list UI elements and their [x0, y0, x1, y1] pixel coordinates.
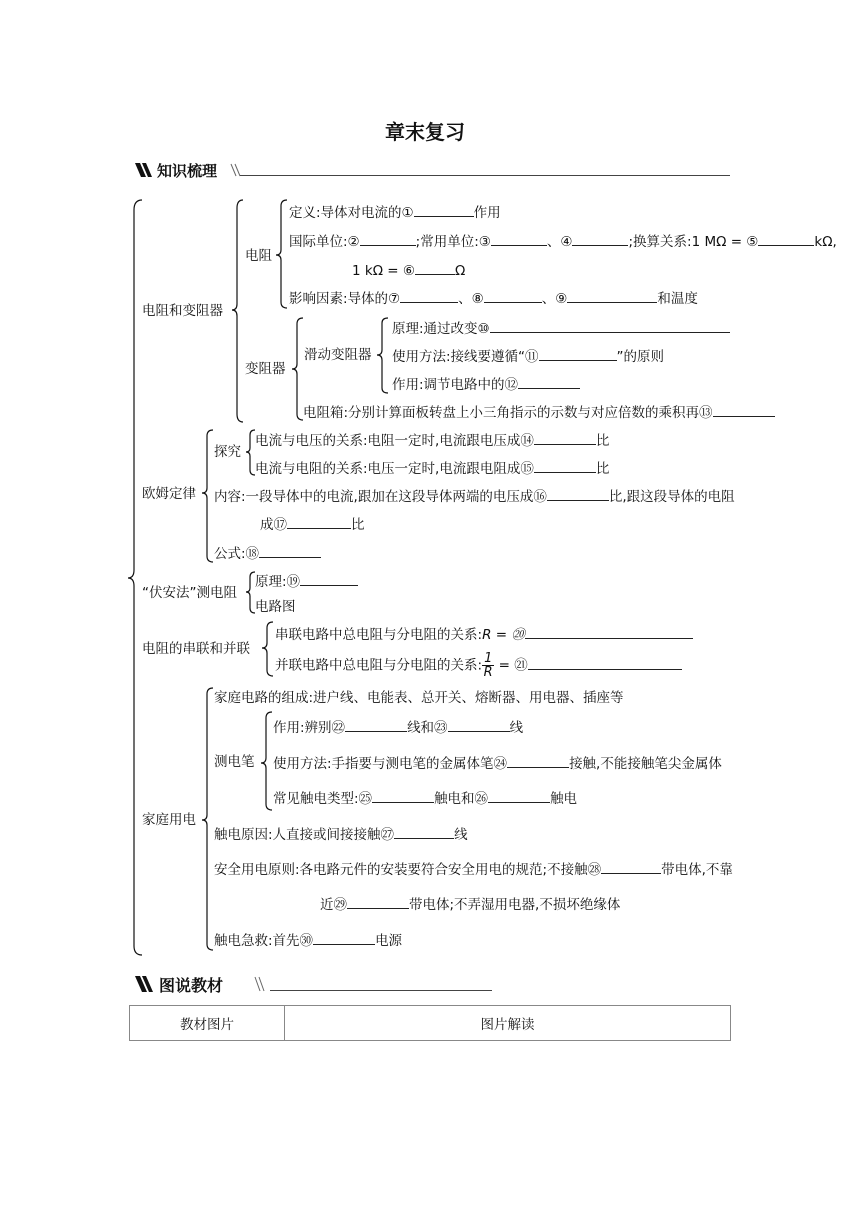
- blank-13[interactable]: [713, 402, 775, 417]
- blank-27[interactable]: [394, 824, 454, 839]
- item-shock-cause: 触电原因:人直接或间接接触㉗ 线: [214, 824, 468, 844]
- node-test-pen: 测电笔: [214, 754, 255, 770]
- blank-23[interactable]: [448, 717, 510, 732]
- item-ohm-content: 内容:一段导体中的电流,跟加在这段导体两端的电压成⑯ 比,跟这段导体的电阻: [214, 486, 735, 506]
- section-slash-icon: [229, 161, 243, 179]
- item-rescue: 触电急救:首先㉚ 电源: [214, 930, 402, 950]
- blank-17[interactable]: [287, 514, 351, 529]
- node-resistance: 电阻: [245, 248, 272, 264]
- blank-26[interactable]: [488, 788, 550, 803]
- item-units-cont: 1 kΩ = ⑥ Ω: [352, 260, 465, 280]
- node-series-parallel: 电阻的串联和并联: [142, 641, 250, 657]
- blank-30[interactable]: [313, 930, 375, 945]
- fraction-one-over-r: $\frac{1}{R}$: [483, 651, 493, 680]
- table-header-cell: 教材图片: [130, 1006, 285, 1041]
- blank-24[interactable]: [507, 753, 569, 768]
- blank-19[interactable]: [300, 571, 358, 586]
- item-factors: 影响因素:导体的⑦ 、⑧ 、⑨ 和温度: [289, 288, 698, 308]
- item-series: 串联电路中总电阻与分电阻的关系:R = ⑳: [275, 624, 693, 644]
- item-ohm-content-cont: 成⑰ 比: [260, 514, 365, 534]
- blank-18[interactable]: [259, 543, 321, 558]
- blank-8[interactable]: [484, 288, 542, 303]
- blank-16[interactable]: [547, 486, 609, 501]
- blank-25[interactable]: [372, 788, 434, 803]
- item-safety: 安全用电原则:各电路元件的安装要符合安全用电的规范;不接触㉘ 带电体,不靠: [214, 859, 733, 879]
- section-marker-icon: [133, 974, 155, 994]
- blank-4[interactable]: [572, 231, 628, 246]
- item-pen-function: 作用:辨别㉒ 线和㉓ 线: [273, 717, 523, 737]
- item-resistance-box: 电阻箱:分别计算面板转盘上小三角指示的示数与对应倍数的乘积再⑬: [303, 402, 775, 422]
- node-explore: 探究: [214, 444, 241, 460]
- item-shock-types: 常见触电类型:㉕ 触电和㉖ 触电: [273, 788, 577, 808]
- blank-29[interactable]: [347, 894, 409, 909]
- blank-15[interactable]: [534, 458, 596, 473]
- item-principle: 原理:通过改变⑩: [392, 318, 730, 338]
- section-title: 图说教材: [159, 976, 224, 995]
- blank-3[interactable]: [491, 231, 547, 246]
- node-home-electricity: 家庭用电: [142, 812, 196, 828]
- item-usage: 使用方法:接线要遵循“⑪ ”的原则: [392, 346, 664, 366]
- item-safety-cont: 近㉙ 带电体;不弄湿用电器,不损坏绝缘体: [320, 894, 620, 914]
- table-header-row: [130, 1006, 731, 1041]
- node-ohm-law: 欧姆定律: [142, 486, 196, 502]
- blank-7[interactable]: [400, 288, 458, 303]
- section-rule: [270, 990, 492, 991]
- table-header-cell: 图片解读: [285, 1006, 731, 1041]
- node-rheostat: 变阻器: [245, 361, 286, 377]
- blank-10[interactable]: [490, 318, 730, 333]
- blank-28[interactable]: [601, 859, 661, 874]
- blank-22[interactable]: [345, 717, 407, 732]
- item-definition: 定义:导体对电流的① 作用: [289, 202, 501, 222]
- blank-2[interactable]: [360, 231, 416, 246]
- blank-20[interactable]: [525, 624, 693, 639]
- page-title: 章末复习: [385, 120, 465, 144]
- node-slide-rheostat: 滑动变阻器: [304, 347, 372, 363]
- item-va-diagram: 电路图: [255, 599, 296, 615]
- blank-6[interactable]: [415, 260, 455, 275]
- blank-1[interactable]: [414, 202, 474, 217]
- blank-14[interactable]: [534, 430, 596, 445]
- section-marker-icon: [133, 161, 155, 179]
- section-slash-icon: [253, 974, 267, 994]
- section-rule: [240, 175, 730, 176]
- item-explore-voltage: 电流与电压的关系:电阻一定时,电流跟电压成⑭ 比: [255, 430, 609, 450]
- blank-12[interactable]: [518, 374, 580, 389]
- item-pen-usage: 使用方法:手指要与测电笔的金属体笔㉔ 接触,不能接触笔尖金属体: [273, 753, 722, 773]
- section-title: 知识梳理: [157, 162, 218, 180]
- item-explore-resistance: 电流与电阻的关系:电压一定时,电流跟电阻成⑮ 比: [255, 458, 609, 478]
- item-units: 国际单位:② ;常用单位:③ 、④ ;换算关系:1 MΩ = ⑤ kΩ,: [289, 231, 837, 251]
- node-voltammetry: “伏安法”测电阻: [142, 585, 237, 601]
- blank-11[interactable]: [539, 346, 617, 361]
- item-function: 作用:调节电路中的⑫: [392, 374, 580, 394]
- item-parallel: 并联电路中总电阻与分电阻的关系: $\frac{1}{R}$ = ㉑: [275, 652, 682, 679]
- item-home-composition: 家庭电路的组成:进户线、电能表、总开关、熔断器、用电器、插座等: [214, 690, 624, 706]
- blank-21[interactable]: [528, 655, 682, 670]
- item-va-principle: 原理:⑲: [255, 571, 358, 591]
- blank-9[interactable]: [567, 288, 657, 303]
- blank-5[interactable]: [758, 231, 814, 246]
- textbook-table: [129, 1005, 731, 1041]
- item-formula: 公式:⑱: [214, 543, 321, 563]
- node-resistor-group: 电阻和变阻器: [142, 303, 223, 319]
